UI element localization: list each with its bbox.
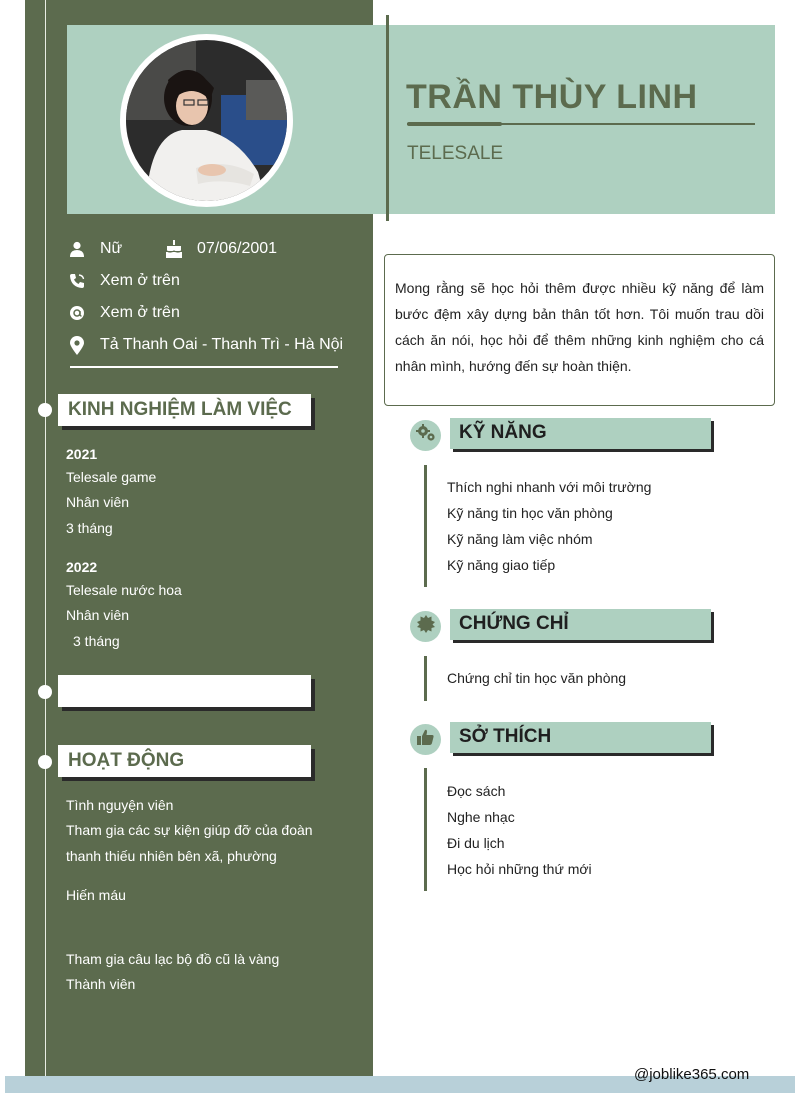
- hobby-item: Đi du lịch: [447, 835, 505, 851]
- activities-heading-box: [58, 745, 311, 777]
- experience-year: 2021: [66, 446, 98, 462]
- timeline-line: [45, 0, 46, 1093]
- activity-line: thanh thiếu nhiên bên xã, phường: [66, 848, 277, 864]
- experience-duration: 3 tháng: [66, 520, 113, 536]
- birthday-value: 07/06/2001: [197, 240, 278, 257]
- objective-text: Mong rằng sẽ học hỏi thêm được nhiều kỹ năng để làm bước đệm xây dựng bản thân tốt hơn. Tôi muốn trau dồi cách ăn nói, học hỏi để thêm những kinh nghiệm cho cá nhân mình, hướng đến sự hoàn thiện.: [395, 280, 764, 374]
- activities-heading: HOẠT ĐỘNG: [68, 750, 185, 771]
- skills-heading-box: [450, 418, 711, 449]
- experience-year: 2022: [66, 559, 98, 575]
- skill-item: Kỹ năng làm việc nhóm: [447, 531, 593, 547]
- footer-watermark: @joblike365.com: [634, 1066, 750, 1083]
- name-underline-accent: [407, 122, 502, 126]
- phone-icon: [66, 270, 88, 292]
- experience-heading-box: [58, 394, 311, 426]
- certificates-heading: CHỨNG CHỈ: [459, 613, 569, 634]
- activity-line: Tình nguyện viên: [66, 797, 174, 813]
- timeline-dot: [38, 403, 52, 417]
- hobbies-icon-circle: [410, 724, 441, 755]
- email-value: Xem ở trên: [100, 304, 180, 321]
- email-row: [66, 302, 180, 324]
- user-icon: [66, 238, 88, 260]
- certificates-heading-box: [450, 609, 711, 640]
- avatar: [126, 40, 287, 201]
- experience-duration: 3 tháng: [73, 633, 120, 649]
- hobby-item: Đọc sách: [447, 783, 506, 799]
- activity-line: Hiến máu: [66, 887, 126, 903]
- experience-company: Telesale nước hoa: [66, 582, 182, 598]
- skill-item: Kỹ năng tin học văn phòng: [447, 505, 613, 521]
- gender-value: Nữ: [100, 240, 123, 257]
- email-at-icon: [66, 302, 88, 324]
- activity-line: Tham gia các sự kiện giúp đỡ của đoàn: [66, 822, 313, 838]
- timeline-dot: [38, 755, 52, 769]
- hobby-item: Học hỏi những thứ mới: [447, 861, 592, 877]
- hobbies-heading: SỞ THÍCH: [459, 726, 552, 747]
- candidate-name: TRẦN THÙY LINH: [406, 78, 698, 116]
- hobbies-heading-box: [450, 722, 711, 753]
- badge-icon: [417, 615, 435, 638]
- timeline-dot: [38, 685, 52, 699]
- activity-line: Thành viên: [66, 976, 136, 992]
- phone-value: Xem ở trên: [100, 272, 180, 289]
- certificate-item: Chứng chỉ tin học văn phòng: [447, 670, 627, 686]
- birthday-cake-icon: [163, 238, 185, 260]
- empty-heading-box: [58, 675, 311, 707]
- skills-heading: KỸ NĂNG: [459, 422, 547, 443]
- skills-icon-circle: [410, 420, 441, 451]
- contact-divider: [70, 366, 338, 368]
- experience-role: Nhân viên: [66, 494, 130, 510]
- gears-icon: [416, 424, 436, 447]
- experience-company: Telesale game: [66, 469, 157, 485]
- thumbs-up-icon: [417, 729, 434, 750]
- certificates-icon-circle: [410, 611, 441, 642]
- experience-role: Nhân viên: [66, 607, 130, 623]
- skill-item: Kỹ năng giao tiếp: [447, 557, 556, 573]
- header-divider: [386, 15, 389, 221]
- certificates-bar: [424, 656, 427, 701]
- address-value: Tả Thanh Oai - Thanh Trì - Hà Nội: [100, 336, 344, 353]
- hobby-item: Nghe nhạc: [447, 809, 515, 825]
- gender-row: [66, 238, 122, 260]
- job-title: TELESALE: [407, 143, 504, 164]
- phone-row: [66, 270, 180, 292]
- hobbies-bar: [424, 768, 427, 891]
- skills-bar: [424, 465, 427, 587]
- address-row: [66, 334, 343, 356]
- activity-line: Tham gia câu lạc bộ đồ cũ là vàng: [66, 951, 280, 967]
- map-pin-icon: [66, 334, 88, 356]
- objective-box: [384, 254, 775, 406]
- skill-item: Thích nghi nhanh với môi trường: [447, 479, 652, 495]
- experience-heading: KINH NGHIỆM LÀM VIỆC: [68, 399, 292, 420]
- birthday-row: [163, 238, 277, 260]
